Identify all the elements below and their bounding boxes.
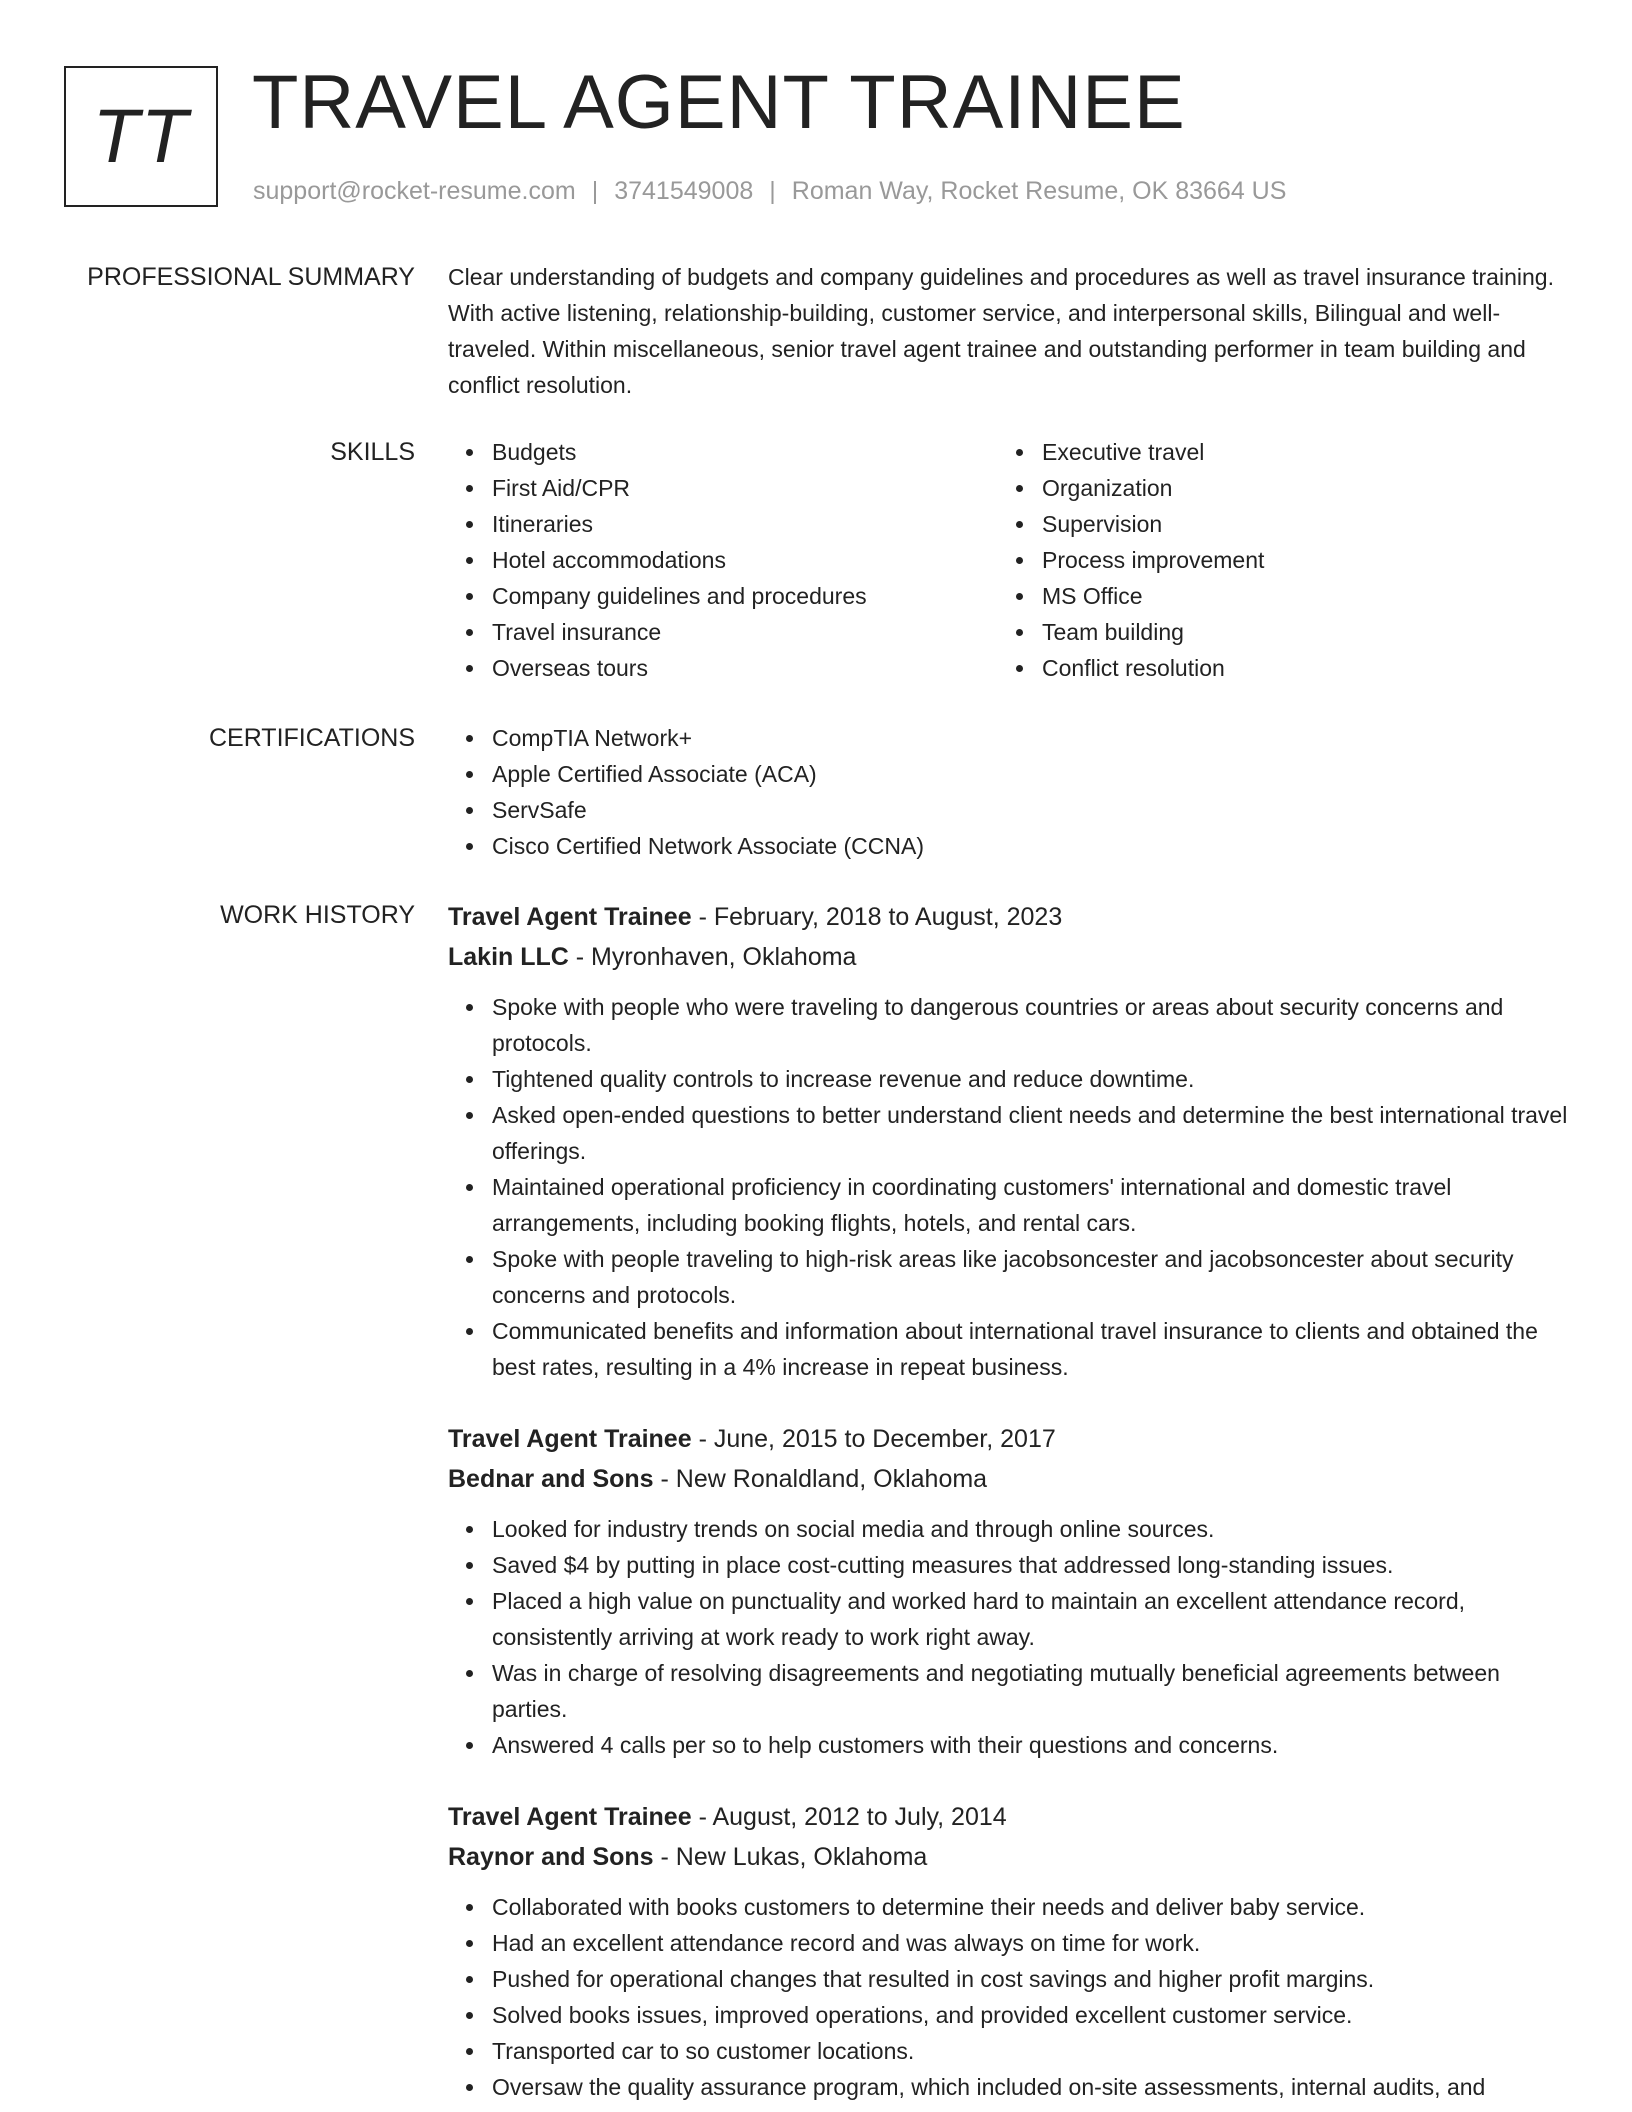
certifications-list	[448, 720, 1568, 864]
job-bullet: Saved $4 by putting in place cost-cutting measures that addressed long-standing issues.	[448, 1547, 1568, 1583]
certification-item: Apple Certified Associate (ACA)	[448, 756, 1568, 792]
job-company: Lakin LLC	[448, 943, 569, 971]
job-bullets	[448, 1889, 1568, 2105]
job-bullet: Maintained operational proficiency in coordinating customers' international and domestic travel arrangements, including booking flights, hotels, and rental cars.	[448, 1169, 1568, 1241]
contact-phone: 3741549008	[614, 177, 754, 205]
job-title: Travel Agent Trainee	[448, 1803, 692, 1831]
job-bullet: Oversaw the quality assurance program, which included on-site assessments, internal audits, and	[448, 2069, 1568, 2105]
summary-text: Clear understanding of budgets and company guidelines and procedures as well as travel insurance training. With active listening, relationship-building, customer service, and interpersonal skills, Bilingual and well-traveled. Within miscellaneous, senior travel agent trainee and outstanding performer in team building and conflict resolution.	[448, 264, 1554, 398]
job-company: Bednar and Sons	[448, 1465, 654, 1493]
skill-item: Overseas tours	[448, 650, 998, 686]
skill-item: Organization	[998, 470, 1548, 506]
contact-email: support@rocket-resume.com	[253, 177, 576, 205]
job-bullet: Spoke with people traveling to high-risk areas like jacobsoncester and jacobsoncester about security concerns and protocols.	[448, 1241, 1568, 1313]
skills-body	[448, 434, 1568, 686]
skill-item: Team building	[998, 614, 1548, 650]
certification-item: ServSafe	[448, 792, 1568, 828]
skill-item: Budgets	[448, 434, 998, 470]
skills-list-left	[448, 434, 998, 686]
skill-item: Company guidelines and procedures	[448, 578, 998, 614]
certifications-body	[448, 720, 1568, 864]
job-bullet: Answered 4 calls per so to help customers with their questions and concerns.	[448, 1727, 1568, 1763]
summary-heading: PROFESSIONAL SUMMARY	[87, 263, 415, 291]
certifications-heading: CERTIFICATIONS	[208, 724, 415, 752]
summary-body	[448, 259, 1568, 403]
job-company-line	[448, 937, 1568, 977]
skills-heading: SKILLS	[330, 438, 415, 466]
skill-item: Conflict resolution	[998, 650, 1548, 686]
job-company-line	[448, 1837, 1568, 1877]
job-title-line	[448, 1419, 1568, 1459]
job-title-line	[448, 897, 1568, 937]
work-history-heading: WORK HISTORY	[220, 901, 415, 929]
skill-item: Itineraries	[448, 506, 998, 542]
job-bullet: Tightened quality controls to increase revenue and reduce downtime.	[448, 1061, 1568, 1097]
job-title-line	[448, 1797, 1568, 1837]
work-history-body	[448, 897, 1568, 2112]
job-bullet: Placed a high value on punctuality and worked hard to maintain an excellent attendance record, consistently arriving at work ready to work right away.	[448, 1583, 1568, 1655]
job-location: - New Lukas, Oklahoma	[653, 1843, 928, 1871]
job-dates: - June, 2015 to December, 2017	[691, 1425, 1056, 1453]
certification-item: Cisco Certified Network Associate (CCNA)	[448, 828, 1568, 864]
job-bullets	[448, 989, 1568, 1385]
job-entry	[448, 1797, 1568, 2105]
job-bullet: Asked open-ended questions to better understand client needs and determine the best international travel offerings.	[448, 1097, 1568, 1169]
skill-item: Process improvement	[998, 542, 1548, 578]
job-company-line	[448, 1459, 1568, 1499]
job-company: Raynor and Sons	[448, 1843, 654, 1871]
skill-item: Executive travel	[998, 434, 1548, 470]
job-title: Travel Agent Trainee	[448, 903, 692, 931]
job-bullet: Pushed for operational changes that resulted in cost savings and higher profit margins.	[448, 1961, 1568, 1997]
skill-item: First Aid/CPR	[448, 470, 998, 506]
skill-item: MS Office	[998, 578, 1548, 614]
contact-separator: |	[591, 177, 599, 205]
job-entry	[448, 1419, 1568, 1763]
job-bullet: Was in charge of resolving disagreements and negotiating mutually beneficial agreements between parties.	[448, 1655, 1568, 1727]
job-bullet: Had an excellent attendance record and was always on time for work.	[448, 1925, 1568, 1961]
job-bullet: Collaborated with books customers to determine their needs and deliver baby service.	[448, 1889, 1568, 1925]
monogram-logo: TT	[64, 66, 218, 207]
contact-separator: |	[769, 177, 776, 205]
job-location: - Myronhaven, Oklahoma	[568, 943, 857, 971]
certification-item: CompTIA Network+	[448, 720, 1568, 756]
page-title: TRAVEL AGENT TRAINEE	[252, 60, 1186, 145]
contact-address: Roman Way, Rocket Resume, OK 83664 US	[791, 177, 1287, 205]
job-bullet: Looked for industry trends on social media and through online sources.	[448, 1511, 1568, 1547]
job-title: Travel Agent Trainee	[448, 1425, 692, 1453]
job-dates: - February, 2018 to August, 2023	[691, 903, 1063, 931]
skill-item: Travel insurance	[448, 614, 998, 650]
job-bullet: Transported car to so customer locations.	[448, 2033, 1568, 2069]
skill-item: Supervision	[998, 506, 1548, 542]
contact-line	[253, 175, 1286, 207]
job-bullet: Spoke with people who were traveling to dangerous countries or areas about security concerns and protocols.	[448, 989, 1568, 1061]
job-bullets	[448, 1511, 1568, 1763]
job-dates: - August, 2012 to July, 2014	[691, 1803, 1007, 1831]
job-bullet: Solved books issues, improved operations, and provided excellent customer service.	[448, 1997, 1568, 2033]
job-bullet: Communicated benefits and information about international travel insurance to clients and obtained the best rates, resulting in a 4% increase in repeat business.	[448, 1313, 1568, 1385]
job-entry	[448, 897, 1568, 1385]
skill-item: Hotel accommodations	[448, 542, 998, 578]
skills-list-right	[998, 434, 1548, 686]
job-location: - New Ronaldland, Oklahoma	[653, 1465, 988, 1493]
